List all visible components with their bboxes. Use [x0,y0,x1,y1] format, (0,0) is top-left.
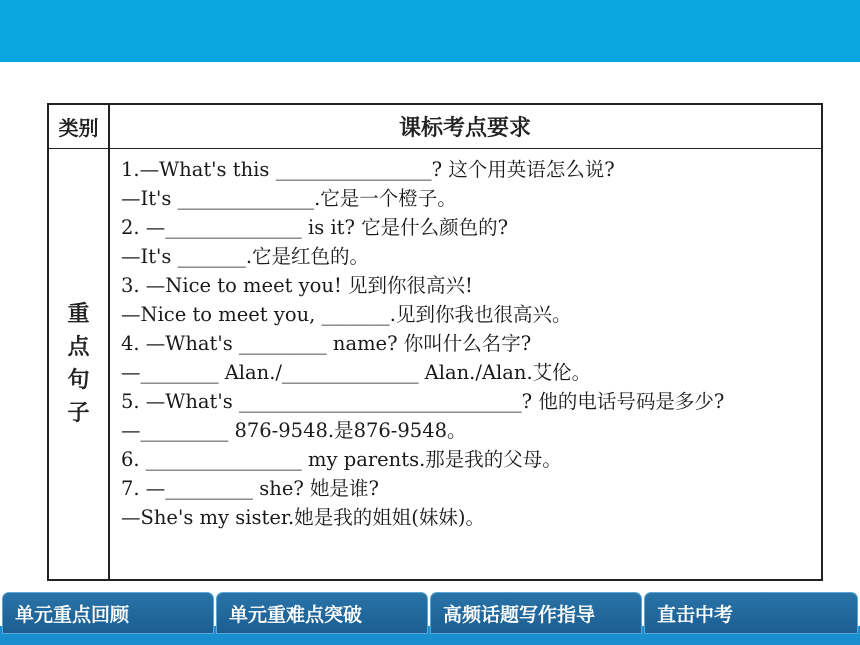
top-banner [0,0,860,62]
sentence-list [121,155,815,532]
sentence-line: 7. —_________ she? 她是谁? [121,477,379,500]
sentence-line: —Nice to meet you, _______.见到你我也很高兴。 [121,303,572,326]
header-category: 类别 [58,116,99,140]
sentence-line: —________ Alan./______________ Alan./Alan.艾伦。 [121,361,592,384]
sentence-line: —She's my sister.她是我的姐姐(妹妹)。 [121,506,485,529]
sentence-line: 1.—What's this ________________? 这个用英语怎么说? [121,158,615,181]
tab-exam-focus[interactable]: 直击中考 [644,592,858,634]
requirements-table [47,103,823,581]
category-cell [49,149,108,579]
sentence-line: 6. ________________ my parents.那是我的父母。 [121,448,562,471]
sentence-line: —It's ______________.它是一个橙子。 [121,187,457,210]
tab-unit-review[interactable]: 单元重点回顾 [2,592,214,634]
category-char: 重 [67,302,90,327]
category-char: 句 [67,368,90,393]
tab-key-difficulties[interactable]: 单元重难点突破 [216,592,428,634]
header-requirement: 课标考点要求 [398,116,531,141]
sentence-line: —It's _______.它是红色的。 [121,245,370,268]
sentence-line: 2. —______________ is it? 它是什么颜色的? [121,216,509,239]
sentence-line: 3. —Nice to meet you! 见到你很高兴! [121,274,473,297]
category-char: 子 [67,401,90,426]
column-divider [108,105,110,579]
tab-writing-guide[interactable]: 高频话题写作指导 [430,592,642,634]
sentence-line: —_________ 876-9548.是876-9548。 [121,419,467,442]
bottom-nav [0,592,860,645]
sentence-line: 4. —What's _________ name? 你叫什么名字? [121,332,532,355]
sentence-line: 5. —What's _____________________________? 他的电话号码是多少? [121,390,725,413]
category-char: 点 [67,335,90,360]
